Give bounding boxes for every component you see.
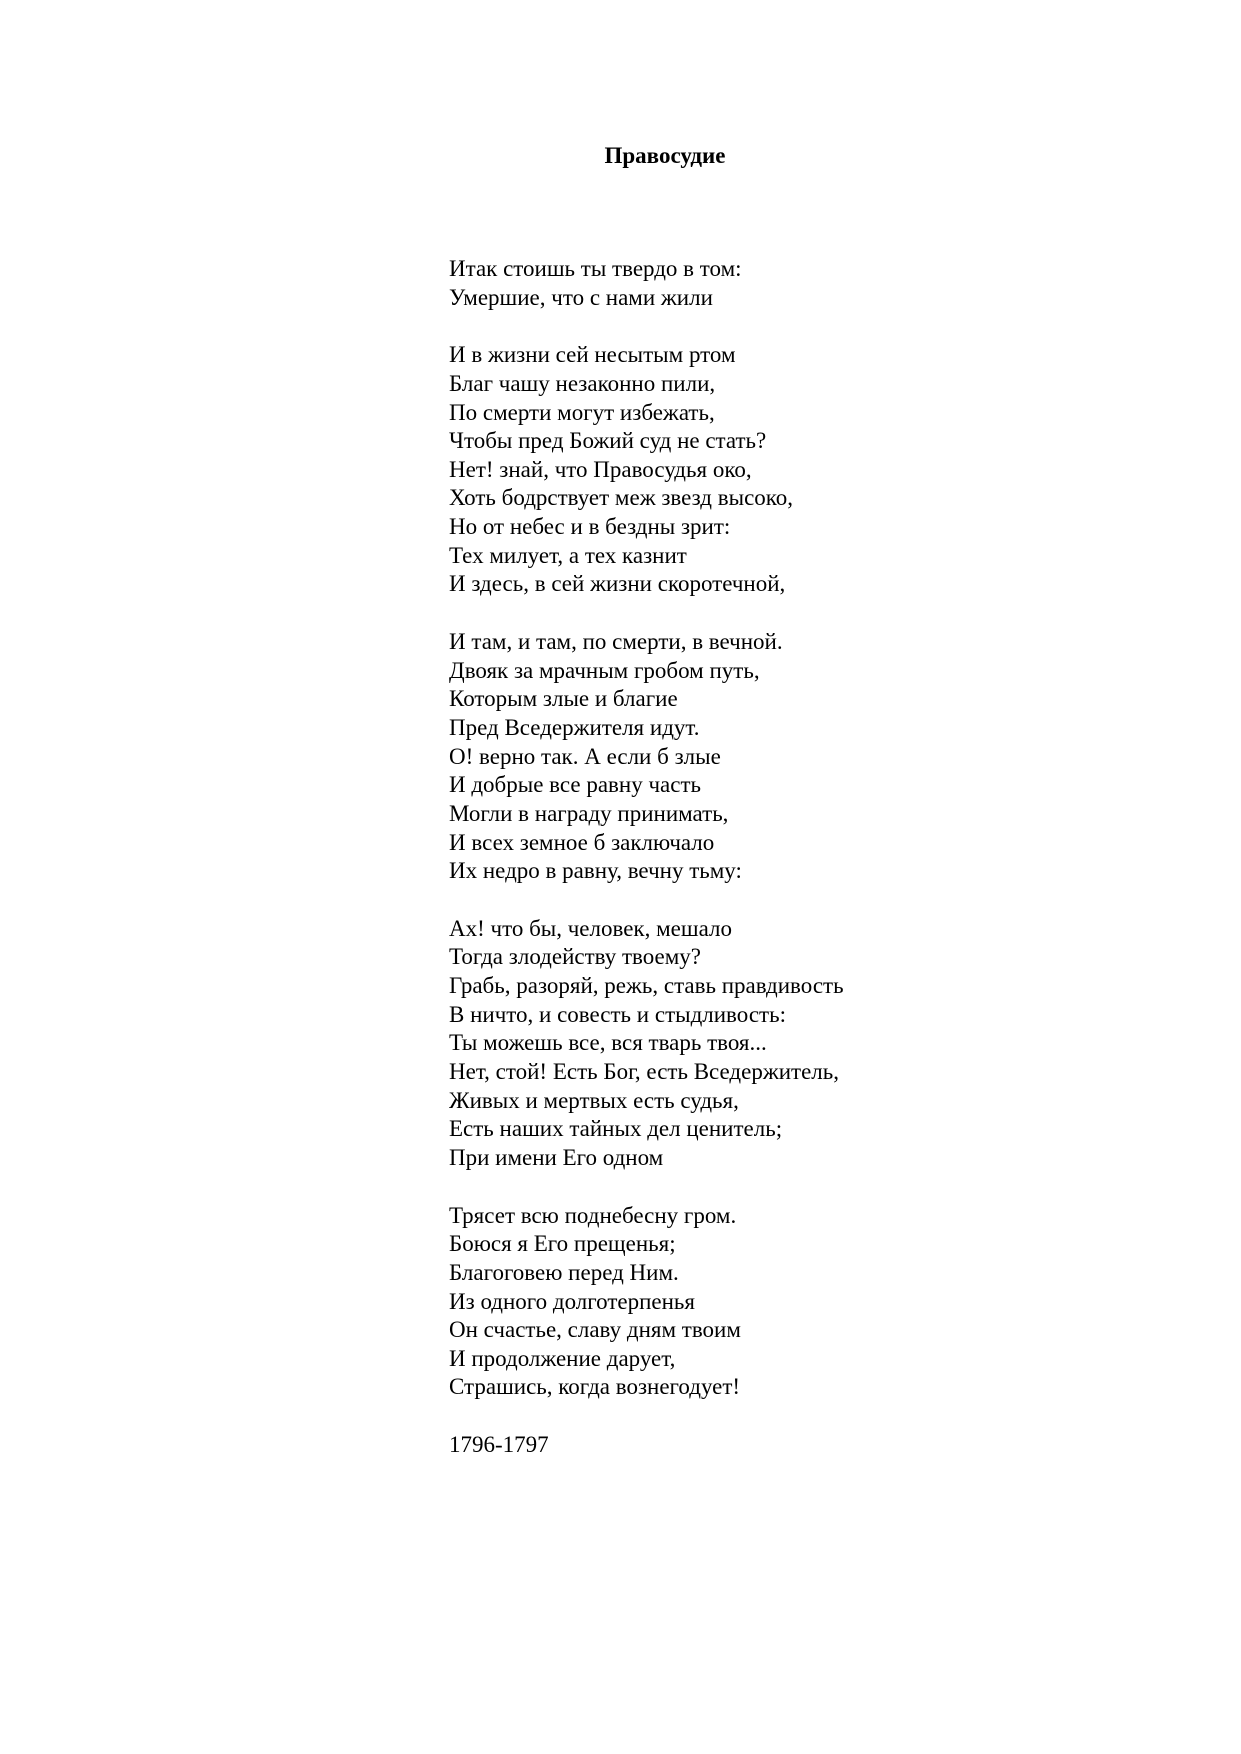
poem-line: Ах! что бы, человек, мешало bbox=[449, 915, 732, 941]
poem-line: При имени Его одном bbox=[449, 1144, 664, 1170]
poem-line: Он счастье, славу дням твоим bbox=[449, 1317, 741, 1343]
poem-line: Из одного долготерпенья bbox=[449, 1288, 695, 1314]
poem-line: Итак стоишь ты твердо в том: bbox=[449, 256, 742, 281]
poem-line: Благоговею перед Ним. bbox=[449, 1259, 679, 1285]
poem-line: По смерти могут избежать, bbox=[449, 399, 715, 425]
poem-line: И в жизни сей несытым ртом bbox=[449, 342, 736, 368]
stanza-4 bbox=[449, 915, 1169, 1173]
poem-line: Тогда злодейству твоему? bbox=[449, 944, 701, 970]
poem-line: Умершие, что с нами жили bbox=[449, 284, 713, 310]
poem-line: Страшись, когда вознегодует! bbox=[449, 1374, 741, 1400]
stanza-2 bbox=[449, 341, 1169, 599]
poem-body bbox=[449, 255, 1169, 1460]
poem-line: Трясет всю поднебесну гром. bbox=[449, 1202, 737, 1228]
poem-line: Двояк за мрачным гробом путь, bbox=[449, 657, 760, 683]
stanza-1 bbox=[449, 255, 1169, 312]
poem-line: Благ чашу незаконно пили, bbox=[449, 370, 716, 396]
poem-line: В ничто, и совесть и стыдливость: bbox=[449, 1001, 786, 1027]
poem-line: Тех милует, а тех казнит bbox=[449, 542, 687, 568]
poem-line: Есть наших тайных дел ценитель; bbox=[449, 1116, 783, 1142]
poem-line: И здесь, в сей жизни скоротечной, bbox=[449, 571, 786, 597]
poem-line: Могли в награду принимать, bbox=[449, 800, 729, 826]
poem-line: И всех земное б заключало bbox=[449, 829, 715, 855]
poem-line: Боюся я Его прещенья; bbox=[449, 1231, 676, 1257]
stanza-5 bbox=[449, 1202, 1169, 1402]
poem-title: Правосудие bbox=[604, 143, 726, 168]
poem-line: Хоть бодрствует меж звезд высоко, bbox=[449, 485, 794, 511]
poem-line: Нет, стой! Есть Бог, есть Вседержитель, bbox=[449, 1059, 840, 1085]
poem-line: И добрые все равну часть bbox=[449, 772, 702, 798]
poem-line: Их недро в равну, вечну тьму: bbox=[449, 858, 742, 884]
poem-line: Живых и мертвых есть судья, bbox=[449, 1087, 739, 1113]
poem-line: И там, и там, по смерти, в вечной. bbox=[449, 629, 783, 655]
poem-line: Грабь, разоряй, режь, ставь правдивость bbox=[449, 973, 844, 999]
poem-line: Ты можешь все, вся тварь твоя... bbox=[449, 1030, 767, 1056]
stanza-3 bbox=[449, 628, 1169, 886]
poem-line: О! верно так. А если б злые bbox=[449, 743, 721, 769]
poem-line: И продолжение дарует, bbox=[449, 1345, 676, 1371]
poem-date: 1796-1797 bbox=[449, 1432, 549, 1458]
poem-line: Пред Вседержителя идут. bbox=[449, 714, 700, 740]
poem-line: Чтобы пред Божий суд не стать? bbox=[449, 428, 767, 454]
poem-line: Но от небес и в бездны зрит: bbox=[449, 514, 731, 540]
poem-line: Которым злые и благие bbox=[449, 686, 678, 712]
poem-line: Нет! знай, что Правосудья око, bbox=[449, 456, 752, 482]
